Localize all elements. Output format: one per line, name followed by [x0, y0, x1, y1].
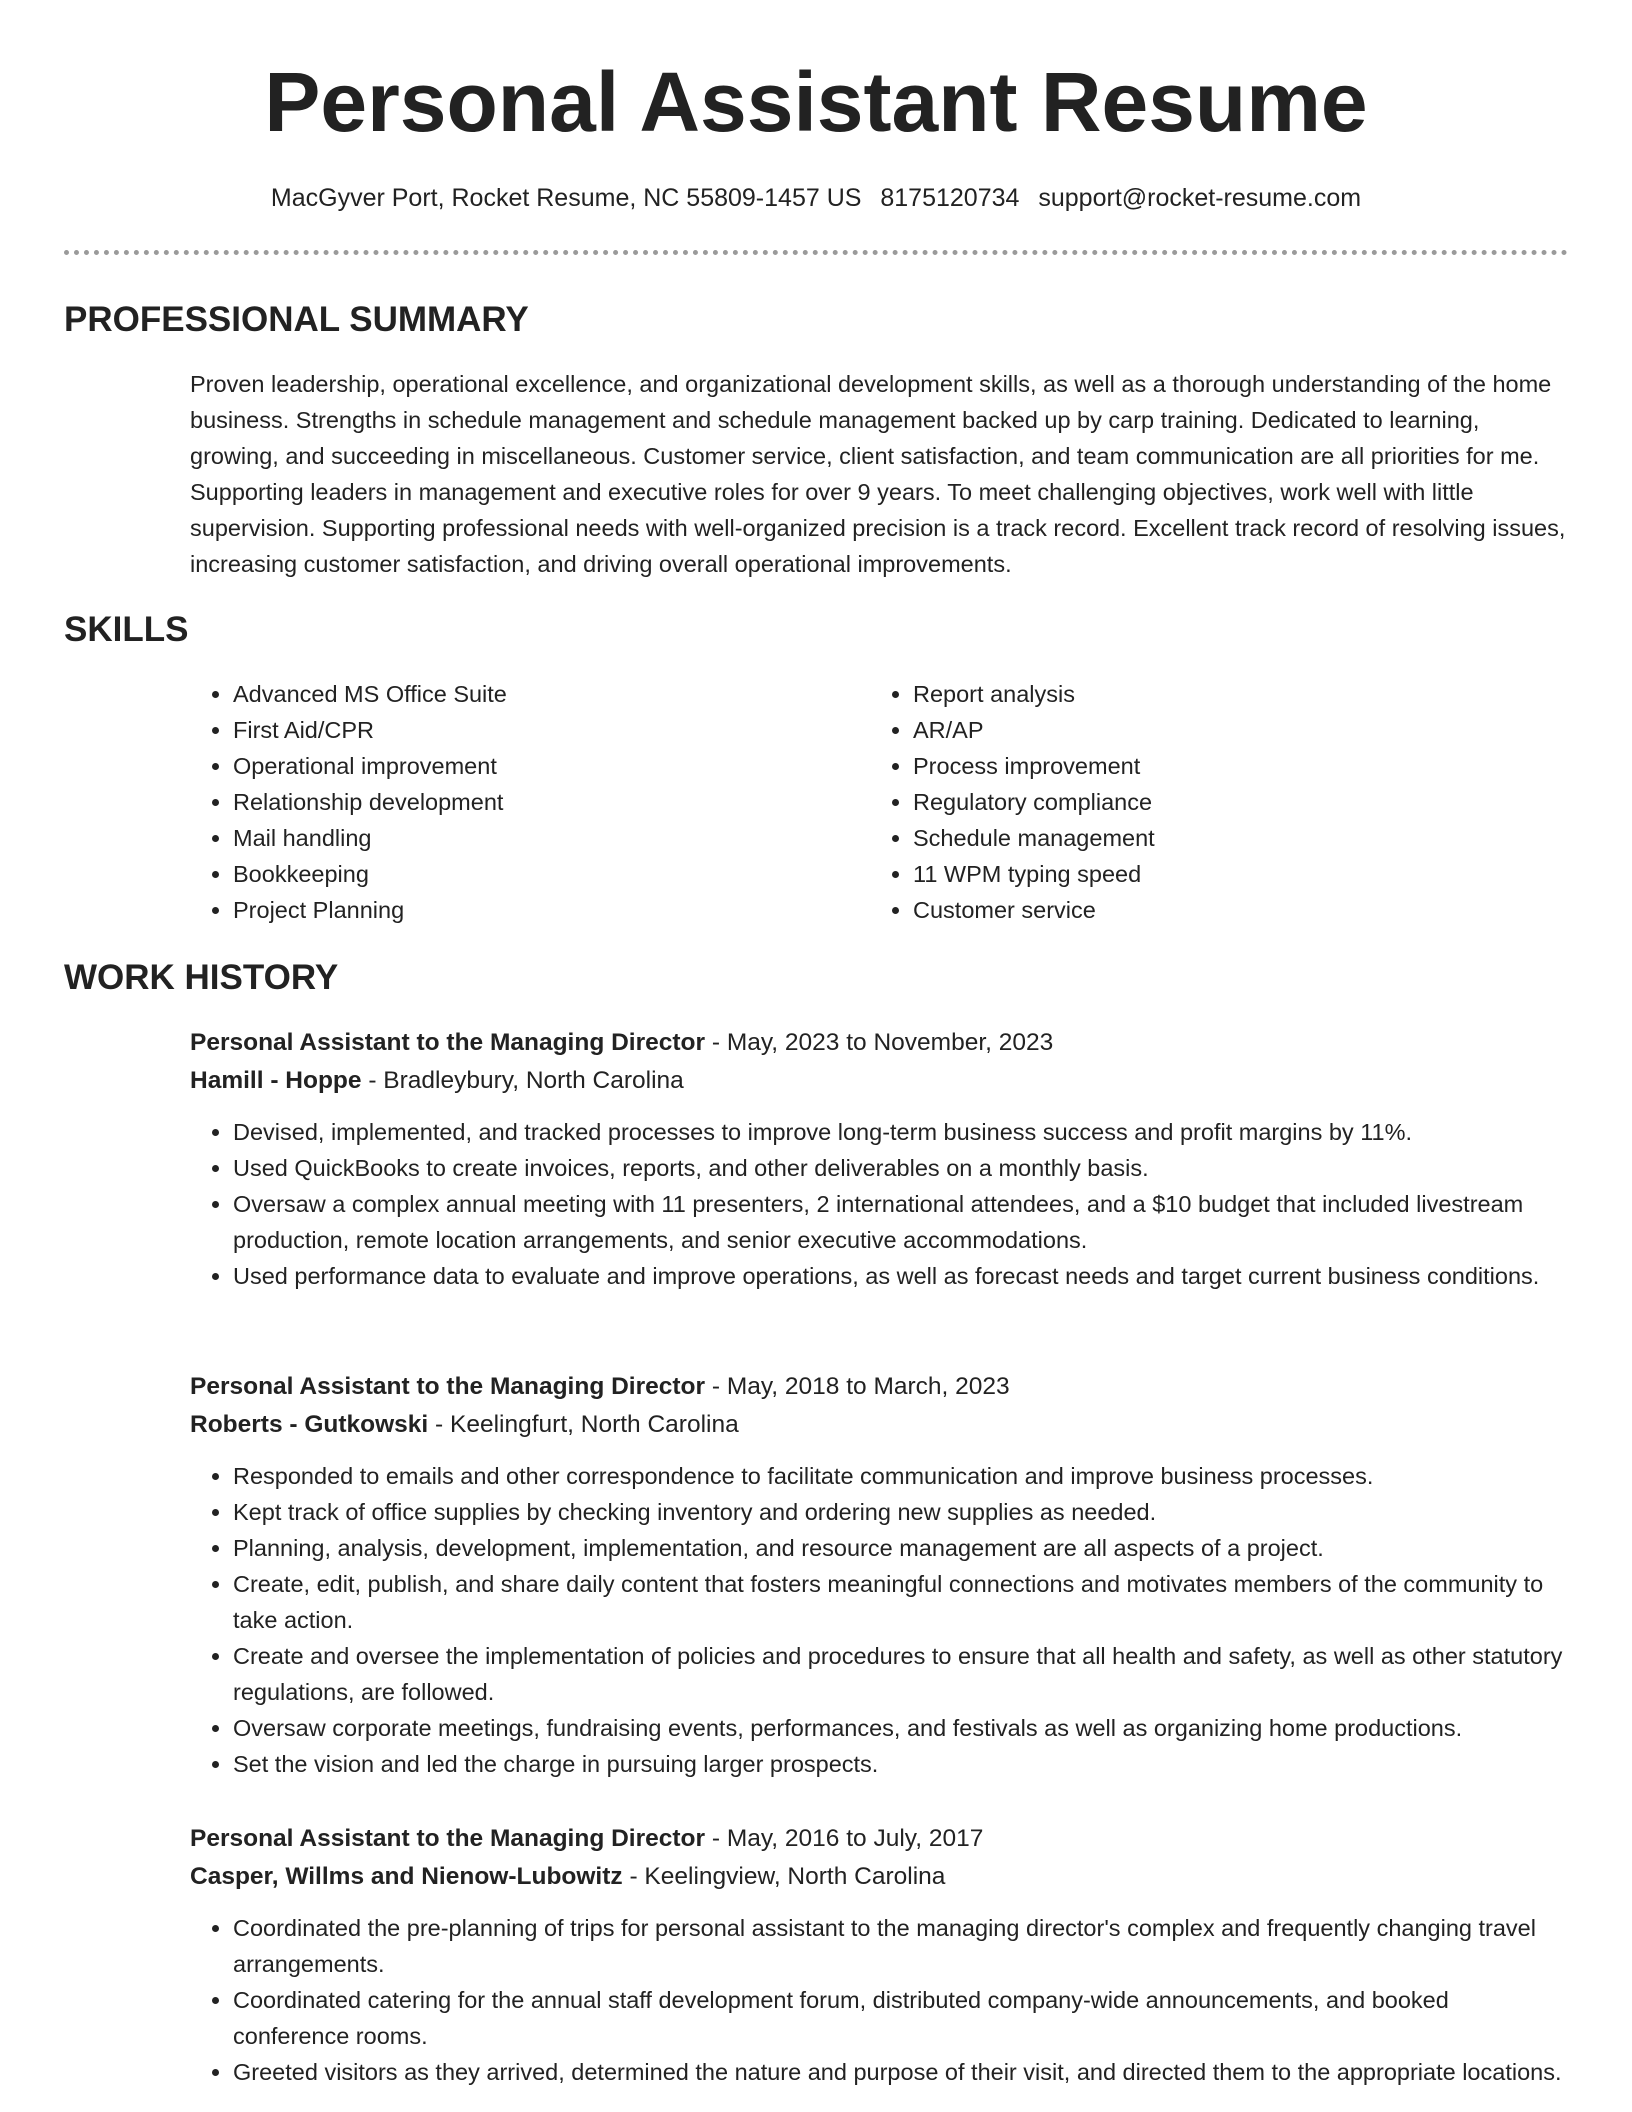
job-company: Casper, Willms and Nienow-Lubowitz [190, 1863, 623, 1890]
skill-item: • Report analysis [913, 676, 1553, 712]
job-bullets [190, 1458, 1570, 1782]
skills-column-right [870, 676, 1553, 928]
job-bullet: • Greeted visitors as they arrived, determined the nature and purpose of their visit, and directed them to the appropriate locations. [233, 2054, 1570, 2090]
job-title: Personal Assistant to the Managing Director [190, 1029, 706, 1056]
skill-item: • Advanced MS Office Suite [233, 676, 870, 712]
job-location: - Keelingview, North Carolina [622, 1863, 946, 1890]
job-entry [190, 1820, 1570, 2090]
job-bullet: • Oversaw corporate meetings, fundraising events, performances, and festivals as well as organizing home productions. [233, 1710, 1570, 1746]
contact-email: support@rocket-resume.com [1038, 184, 1362, 212]
job-bullet: • Coordinated the pre-planning of trips for personal assistant to the managing director's complex and frequently changing travel arrangements. [233, 1910, 1570, 1982]
contact-address: MacGyver Port, Rocket Resume, NC 55809-1457 US [270, 184, 862, 212]
job-bullet: • Set the vision and led the charge in pursuing larger prospects. [233, 1746, 1570, 1782]
skill-item: • Customer service [913, 892, 1553, 928]
skill-item: • Process improvement [913, 748, 1553, 784]
job-title: Personal Assistant to the Managing Director [190, 1825, 706, 1852]
skill-item: • Mail handling [233, 820, 870, 856]
work-history-heading: WORK HISTORY [64, 958, 339, 997]
skills-list [190, 676, 1570, 928]
job-company: Roberts - Gutkowski [190, 1411, 429, 1438]
job-bullet: • Create and oversee the implementation of policies and procedures to ensure that all health and safety, as well as other statutory regulations, are followed. [233, 1638, 1570, 1710]
job-company-line [190, 1406, 1570, 1444]
contact-phone: 8175120734 [880, 184, 1020, 212]
summary-heading: PROFESSIONAL SUMMARY [64, 300, 529, 339]
job-bullet: • Planning, analysis, development, implementation, and resource management are all aspects of a project. [233, 1530, 1570, 1566]
job-dates: - May, 2018 to March, 2023 [705, 1373, 1010, 1400]
job-title-line [190, 1368, 1570, 1406]
job-bullet: • Used performance data to evaluate and improve operations, as well as forecast needs and target current business conditions. [233, 1258, 1570, 1294]
job-dates: - May, 2023 to November, 2023 [705, 1029, 1054, 1056]
job-entry [190, 1024, 1570, 1294]
job-title-line [190, 1024, 1570, 1062]
skill-item: • Project Planning [233, 892, 870, 928]
job-title-line [190, 1820, 1570, 1858]
job-location: - Keelingfurt, North Carolina [428, 1411, 739, 1438]
skill-item: • AR/AP [913, 712, 1553, 748]
contact-line [0, 180, 1632, 216]
header-divider [64, 250, 1568, 255]
skills-heading: SKILLS [64, 610, 189, 649]
skill-item: • Schedule management [913, 820, 1553, 856]
skill-item: • Relationship development [233, 784, 870, 820]
job-entry [190, 1368, 1570, 1782]
job-location: - Bradleybury, North Carolina [361, 1067, 684, 1094]
skills-column-left [190, 676, 870, 928]
job-dates: - May, 2016 to July, 2017 [705, 1825, 984, 1852]
job-bullets [190, 1910, 1570, 2090]
job-bullet: • Devised, implemented, and tracked processes to improve long-term business success and profit margins by 11%. [233, 1114, 1570, 1150]
skill-item: • 11 WPM typing speed [913, 856, 1553, 892]
resume-title: Personal Assistant Resume [264, 55, 1368, 149]
job-company-line [190, 1062, 1570, 1100]
skill-item: • Bookkeeping [233, 856, 870, 892]
job-bullet: • Oversaw a complex annual meeting with 11 presenters, 2 international attendees, and a $10 budget that included livestream production, remote location arrangements, and senior executive accommodations. [233, 1186, 1570, 1258]
job-title: Personal Assistant to the Managing Director [190, 1373, 706, 1400]
job-company: Hamill - Hoppe [190, 1067, 362, 1094]
summary-text: Proven leadership, operational excellence, and organizational development skills, as well as a thorough understanding of the home business. Strengths in schedule management and schedule management backed up by carp training. Dedicated to learning, growing, and succeeding in miscellaneous. Customer service, client satisfaction, and team communication are all priorities for me. Supporting leaders in management and executive roles for over 9 years. To meet challenging objectives, work well with little supervision. Supporting professional needs with well-organized precision is a track record. Excellent track record of resolving issues, increasing customer satisfaction, and driving overall operational improvements. [190, 371, 1566, 577]
job-bullet: • Used QuickBooks to create invoices, reports, and other deliverables on a monthly basis. [233, 1150, 1570, 1186]
job-bullet: • Responded to emails and other correspondence to facilitate communication and improve business processes. [233, 1458, 1570, 1494]
skill-item: • First Aid/CPR [233, 712, 870, 748]
job-bullets [190, 1114, 1570, 1294]
job-bullet: • Coordinated catering for the annual staff development forum, distributed company-wide announcements, and booked conference rooms. [233, 1982, 1570, 2054]
skill-item: • Operational improvement [233, 748, 870, 784]
skill-item: • Regulatory compliance [913, 784, 1553, 820]
job-bullet: • Kept track of office supplies by checking inventory and ordering new supplies as needed. [233, 1494, 1570, 1530]
job-bullet: • Create, edit, publish, and share daily content that fosters meaningful connections and motivates members of the community to take action. [233, 1566, 1570, 1638]
job-company-line [190, 1858, 1570, 1896]
